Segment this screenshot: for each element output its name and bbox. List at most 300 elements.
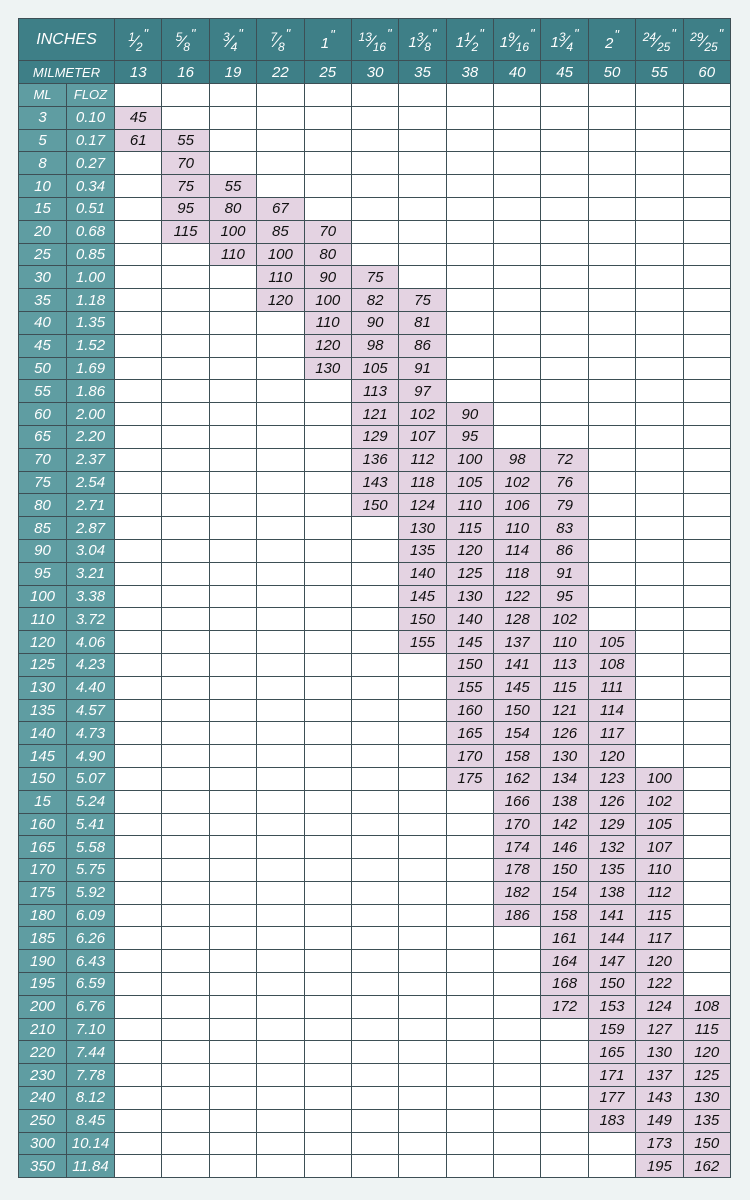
empty-cell [683,745,730,768]
empty-cell [399,790,446,813]
ml-value: 45 [19,334,67,357]
empty-cell [257,904,304,927]
size-value-cell: 186 [494,904,541,927]
empty-cell [494,152,541,175]
table-row [19,927,731,950]
empty-cell [257,653,304,676]
inch-mark: " [574,25,579,41]
ml-value: 85 [19,517,67,540]
empty-cell [636,745,683,768]
empty-cell [446,950,493,973]
empty-cell [115,175,162,198]
empty-cell [257,631,304,654]
empty-cell [446,995,493,1018]
size-value-cell: 120 [683,1041,730,1064]
empty-cell [304,562,351,585]
empty-cell [399,175,446,198]
table-row [19,403,731,426]
empty-cell [588,289,635,312]
empty-cell [115,1041,162,1064]
size-value-cell: 105 [351,357,398,380]
empty-cell [588,84,635,107]
empty-cell [446,129,493,152]
empty-cell [115,517,162,540]
table-row [19,539,731,562]
size-value-cell: 165 [446,722,493,745]
empty-cell [257,471,304,494]
empty-cell [209,973,256,996]
empty-cell [399,266,446,289]
empty-cell [162,836,209,859]
empty-cell [636,403,683,426]
empty-cell [494,175,541,198]
ml-value: 8 [19,152,67,175]
size-value-cell: 70 [162,152,209,175]
empty-cell [636,448,683,471]
size-value-cell: 120 [304,334,351,357]
empty-cell [209,152,256,175]
empty-cell [209,881,256,904]
empty-cell [162,881,209,904]
size-value-cell: 153 [588,995,635,1018]
empty-cell [209,1155,256,1178]
inch-fraction [550,26,578,54]
empty-cell [683,129,730,152]
inch-mark: " [285,25,291,41]
empty-cell [399,904,446,927]
ml-value: 90 [19,539,67,562]
empty-cell [115,813,162,836]
empty-cell [209,425,256,448]
size-value-cell: 120 [636,950,683,973]
empty-cell [209,289,256,312]
empty-cell [446,266,493,289]
empty-cell [541,175,588,198]
empty-cell [304,494,351,517]
floz-value: 8.45 [67,1109,115,1132]
empty-cell [351,836,398,859]
inch-mark: " [614,27,619,42]
size-value-cell: 150 [399,608,446,631]
size-value-cell: 81 [399,311,446,334]
empty-cell [115,403,162,426]
empty-cell [162,813,209,836]
empty-cell [209,1064,256,1087]
empty-cell [683,608,730,631]
empty-cell [115,995,162,1018]
empty-cell [636,266,683,289]
table-row [19,197,731,220]
empty-cell [446,973,493,996]
ml-value: 185 [19,927,67,950]
size-value-cell: 170 [494,813,541,836]
table-row [19,562,731,585]
ml-value: 50 [19,357,67,380]
empty-cell [162,767,209,790]
size-value-cell: 113 [351,380,398,403]
ml-value: 30 [19,266,67,289]
empty-cell [115,539,162,562]
millimeter-size-header: 35 [399,61,446,84]
empty-cell [162,106,209,129]
floz-value: 2.87 [67,517,115,540]
ml-value: 180 [19,904,67,927]
size-value-cell: 86 [399,334,446,357]
size-value-cell: 161 [541,927,588,950]
size-value-cell: 113 [541,653,588,676]
empty-cell [304,106,351,129]
empty-cell [683,311,730,334]
size-value-cell: 168 [541,973,588,996]
empty-cell [446,836,493,859]
empty-cell [162,539,209,562]
table-row [19,425,731,448]
empty-cell [304,1064,351,1087]
empty-cell [162,403,209,426]
empty-cell [115,197,162,220]
floz-value: 8.12 [67,1087,115,1110]
empty-cell [257,1018,304,1041]
size-value-cell: 85 [257,220,304,243]
size-value-cell: 102 [636,790,683,813]
empty-cell [162,334,209,357]
empty-cell [683,494,730,517]
millimeter-size-header: 45 [541,61,588,84]
ml-value: 150 [19,767,67,790]
empty-cell [399,1132,446,1155]
inch-fraction [605,27,619,52]
size-value-cell: 137 [636,1064,683,1087]
inch-denominator: 4 [230,39,238,54]
size-value-cell: 128 [494,608,541,631]
empty-cell [541,289,588,312]
empty-cell [304,631,351,654]
size-value-cell: 79 [541,494,588,517]
size-value-cell: 102 [399,403,446,426]
empty-cell [304,859,351,882]
inches-header-row [19,19,731,61]
empty-cell [588,494,635,517]
empty-cell [257,175,304,198]
size-value-cell: 118 [399,471,446,494]
size-value-cell: 123 [588,767,635,790]
empty-cell [494,289,541,312]
empty-cell [636,220,683,243]
size-value-cell: 55 [162,129,209,152]
floz-value: 7.10 [67,1018,115,1041]
empty-cell [351,1018,398,1041]
inch-mark: " [530,25,535,41]
empty-cell [446,1132,493,1155]
size-value-cell: 136 [351,448,398,471]
empty-cell [304,517,351,540]
empty-cell [494,106,541,129]
empty-cell [162,995,209,1018]
inch-size-header [683,19,730,61]
inch-numerator: 9 [508,29,515,44]
empty-cell [209,1109,256,1132]
empty-cell [209,995,256,1018]
table-row [19,517,731,540]
empty-cell [399,243,446,266]
size-value-cell: 174 [494,836,541,859]
size-value-cell: 120 [588,745,635,768]
size-value-cell: 90 [351,311,398,334]
empty-cell [209,403,256,426]
size-value-cell: 175 [446,767,493,790]
empty-cell [209,790,256,813]
empty-cell [304,699,351,722]
empty-cell [351,539,398,562]
empty-cell [209,1041,256,1064]
empty-cell [588,425,635,448]
size-value-cell: 124 [399,494,446,517]
empty-cell [683,471,730,494]
empty-cell [115,1087,162,1110]
table-row [19,1041,731,1064]
empty-cell [636,106,683,129]
size-value-cell: 100 [304,289,351,312]
floz-value: 5.92 [67,881,115,904]
size-value-cell: 137 [494,631,541,654]
empty-cell [541,1109,588,1132]
ml-value: 20 [19,220,67,243]
size-value-cell: 75 [162,175,209,198]
size-value-cell: 141 [494,653,541,676]
empty-cell [541,84,588,107]
floz-value: 6.59 [67,973,115,996]
empty-cell [683,106,730,129]
empty-cell [209,539,256,562]
empty-cell [541,380,588,403]
empty-cell [257,84,304,107]
ml-value: 70 [19,448,67,471]
size-value-cell: 45 [115,106,162,129]
empty-cell [683,927,730,950]
empty-cell [588,357,635,380]
empty-cell [446,927,493,950]
floz-value: 1.00 [67,266,115,289]
table-row [19,152,731,175]
floz-column-label: FLOZ [67,84,115,107]
empty-cell [115,243,162,266]
empty-cell [257,448,304,471]
empty-cell [115,448,162,471]
empty-cell [399,927,446,950]
empty-cell [588,334,635,357]
inch-fraction [690,26,723,54]
empty-cell [446,380,493,403]
empty-cell [162,608,209,631]
empty-cell [636,539,683,562]
empty-cell [257,311,304,334]
size-value-cell: 158 [541,904,588,927]
size-value-cell: 110 [446,494,493,517]
empty-cell [541,334,588,357]
empty-cell [588,403,635,426]
table-row [19,859,731,882]
ml-value: 60 [19,403,67,426]
inch-whole: 1 [408,33,417,51]
empty-cell [115,494,162,517]
inch-size-header [541,19,588,61]
empty-cell [304,745,351,768]
table-row [19,995,731,1018]
empty-cell [257,608,304,631]
size-value-cell: 100 [446,448,493,471]
table-row [19,1155,731,1178]
empty-cell [588,266,635,289]
empty-cell [541,1132,588,1155]
empty-cell [683,881,730,904]
empty-cell [162,517,209,540]
floz-value: 2.54 [67,471,115,494]
ml-value: 95 [19,562,67,585]
size-value-cell: 150 [588,973,635,996]
floz-value: 0.17 [67,129,115,152]
empty-cell [588,517,635,540]
fraction-slash: ⁄ [370,31,374,51]
empty-cell [399,859,446,882]
size-value-cell: 144 [588,927,635,950]
empty-cell [304,995,351,1018]
ml-value: 200 [19,995,67,1018]
size-value-cell: 115 [541,676,588,699]
empty-cell [494,334,541,357]
inch-fraction [500,26,535,54]
inches-header-label: INCHES [19,19,115,61]
floz-value: 4.57 [67,699,115,722]
empty-cell [257,881,304,904]
empty-cell [636,585,683,608]
inch-denominator: 16 [515,39,529,54]
floz-value: 4.23 [67,653,115,676]
empty-cell [162,1018,209,1041]
fraction-slash: ⁄ [469,31,473,51]
empty-cell [494,1064,541,1087]
size-value-cell: 145 [494,676,541,699]
size-value-cell: 110 [494,517,541,540]
empty-cell [399,1018,446,1041]
empty-cell [351,1155,398,1178]
size-value-cell: 162 [683,1155,730,1178]
inch-size-header [162,19,209,61]
empty-cell [541,1018,588,1041]
empty-cell [683,676,730,699]
empty-cell [683,859,730,882]
table-row [19,767,731,790]
inch-denominator: 25 [656,39,671,54]
empty-cell [351,129,398,152]
empty-cell [115,836,162,859]
size-value-cell: 105 [588,631,635,654]
empty-cell [446,859,493,882]
millimeter-size-header: 55 [636,61,683,84]
empty-cell [494,266,541,289]
inch-numerator: 1 [464,29,471,44]
size-value-cell: 146 [541,836,588,859]
empty-cell [636,517,683,540]
size-value-cell: 165 [588,1041,635,1064]
empty-cell [399,84,446,107]
empty-cell [162,904,209,927]
ml-value: 300 [19,1132,67,1155]
inch-whole: 1 [499,33,509,51]
empty-cell [115,1109,162,1132]
table-row [19,106,731,129]
size-value-cell: 195 [636,1155,683,1178]
ml-value: 350 [19,1155,67,1178]
empty-cell [399,836,446,859]
empty-cell [257,539,304,562]
size-value-cell: 171 [588,1064,635,1087]
empty-cell [683,152,730,175]
ml-value: 120 [19,631,67,654]
inch-denominator: 2 [135,39,143,54]
empty-cell [115,1018,162,1041]
ml-value: 145 [19,745,67,768]
size-value-cell: 110 [209,243,256,266]
empty-cell [115,562,162,585]
floz-value: 2.20 [67,425,115,448]
inch-size-header [257,19,304,61]
inch-fraction [321,27,335,52]
inch-mark: " [431,25,437,41]
empty-cell [683,653,730,676]
empty-cell [636,425,683,448]
size-value-cell: 150 [683,1132,730,1155]
size-value-cell: 125 [683,1064,730,1087]
empty-cell [636,676,683,699]
size-value-cell: 178 [494,859,541,882]
empty-cell [209,631,256,654]
size-value-cell: 118 [494,562,541,585]
empty-cell [399,813,446,836]
empty-cell [209,448,256,471]
floz-value: 7.44 [67,1041,115,1064]
empty-cell [494,927,541,950]
empty-cell [446,334,493,357]
ml-value: 140 [19,722,67,745]
table-row [19,220,731,243]
empty-cell [683,722,730,745]
empty-cell [494,1041,541,1064]
size-value-cell: 129 [351,425,398,448]
floz-value: 6.09 [67,904,115,927]
size-value-cell: 115 [446,517,493,540]
floz-value: 10.14 [67,1132,115,1155]
ml-value: 175 [19,881,67,904]
empty-cell [494,380,541,403]
ml-value: 55 [19,380,67,403]
empty-cell [399,881,446,904]
table-row [19,950,731,973]
ml-value: 165 [19,836,67,859]
empty-cell [304,608,351,631]
empty-cell [115,357,162,380]
size-value-cell: 117 [588,722,635,745]
empty-cell [257,722,304,745]
ml-value: 100 [19,585,67,608]
ml-value: 220 [19,1041,67,1064]
table-row [19,836,731,859]
empty-cell [683,904,730,927]
inch-denominator: 8 [424,39,431,54]
size-value-cell: 117 [636,927,683,950]
empty-cell [399,973,446,996]
empty-cell [115,471,162,494]
empty-cell [209,266,256,289]
